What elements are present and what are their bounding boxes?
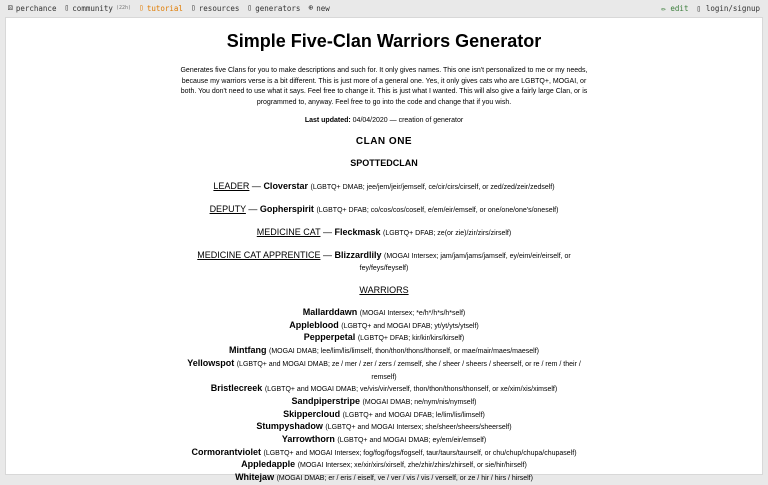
medicine-cat-meta: (LGBTQ+ DFAB; ze(or zie)/zir/zirs/zirself) (383, 230, 512, 237)
page-title: Simple Five-Clan Warriors Generator (226, 31, 542, 51)
account-nav (661, 4, 760, 13)
leader-title: LEADER (213, 181, 250, 191)
apprentice-line (174, 250, 594, 274)
nav-community-label: community (72, 3, 113, 13)
clan-name: SPOTTEDCLAN (350, 158, 418, 168)
warrior-name: Appledapple (241, 459, 296, 470)
dice-icon: ⚄ (8, 3, 13, 12)
apprentice-separator: — (320, 250, 335, 260)
nav-new-label: new (316, 3, 330, 13)
warrior-name: Sandpiperstripe (291, 395, 361, 406)
nav-generators[interactable] (247, 4, 300, 13)
warrior-name: Mintfang (229, 345, 267, 356)
login-label: login/signup (705, 3, 760, 13)
warrior-name: Yellowspot (187, 357, 235, 368)
last-updated (174, 117, 594, 124)
warrior-name: Cormorantviolet (191, 446, 261, 457)
user-icon: ▯ (696, 3, 702, 13)
last-updated-value: 04/04/2020 — creation of generator (352, 117, 464, 124)
warrior-name: Whitejaw (235, 472, 275, 483)
main-nav (8, 4, 330, 13)
warrior-meta: (MOGAI Intersex; xe/xir/xirs/xirself, zhe/zhir/zhirs/zhirself, or sie/hir/hirself) (297, 462, 527, 470)
warrior-name: Mallarddawn (302, 307, 358, 317)
plus-icon: ⊕ (308, 3, 314, 12)
list-item (174, 434, 594, 447)
nav-generators-label: generators (255, 3, 301, 13)
warrior-name: Yarrowthorn (281, 434, 335, 445)
warrior-name: Bristlecreek (210, 383, 263, 394)
deputy-meta: (LGBTQ+ DFAB; co/cos/cos/coself, e/em/eir/emself, or one/one/one's/oneself) (316, 207, 559, 214)
warrior-meta: (LGBTQ+ DFAB; kir/kir/kirs/kirself) (357, 335, 465, 343)
warrior-meta: (MOGAI DMAB; er / eris / eiself, ve / ver / vis / vis / verself, or ze / hir / hirs / hirself) (276, 475, 533, 483)
deputy-separator: — (245, 204, 260, 214)
warrior-name: Stumpyshadow (256, 421, 323, 432)
nav-new[interactable] (308, 4, 329, 13)
leader-line (174, 181, 594, 193)
warrior-meta: (LGBTQ+ and MOGAI Intersex; fog/fog/fogs/fogself, taur/taurs/taurself, or chu/chup/chupa/chupaself) (263, 449, 577, 457)
apprentice-name: Blizzardlily (334, 250, 382, 260)
warrior-meta: (LGBTQ+ and MOGAI DMAB; ve/vis/vir/verself, thon/thon/thons/thonself, or xe/xim/xis/ximself) (264, 386, 558, 394)
list-item (174, 307, 594, 320)
warrior-meta: (LGBTQ+ and MOGAI DFAB; le/lim/lis/limself) (342, 411, 485, 419)
warrior-meta: (MOGAI Intersex; *e/h*/h*s/h*self) (359, 310, 466, 317)
leader-meta: (LGBTQ+ DMAB; jee/jem/jeir/jemself, ce/cir/cirs/cirself, or zed/zed/zeir/zedself) (310, 184, 555, 191)
list-item (174, 447, 594, 460)
deputy-name: Gopherspirit (259, 204, 314, 214)
medicine-cat-line (174, 227, 594, 239)
list-item (174, 345, 594, 358)
box-icon: ▯ (190, 3, 196, 12)
community-count: (22h) (115, 5, 131, 11)
list-item (174, 409, 594, 422)
nav-perchance-label: perchance (15, 3, 57, 13)
chat-icon: ▯ (64, 3, 70, 12)
book-icon: ▯ (139, 3, 144, 12)
nav-community[interactable] (64, 4, 131, 13)
list-item (174, 459, 594, 472)
warrior-name: Appleblood (289, 319, 339, 330)
warrior-meta: (MOGAI DMAB; ne/nym/nis/nymself) (362, 398, 477, 406)
deputy-line (174, 204, 594, 216)
leader-name: Cloverstar (263, 181, 308, 191)
warriors-title: WARRIORS (359, 285, 409, 295)
warrior-meta: (LGBTQ+ and MOGAI DMAB; ze / mer / zer / zers / zemself, she / sheer / sheers / sheerself, or re / rem / their / remself) (236, 360, 581, 381)
list-item (174, 320, 594, 333)
list-item (174, 396, 594, 409)
warrior-meta: (LGBTQ+ and MOGAI Intersex; she/sheer/sheers/sheerself) (325, 424, 512, 432)
list-item (174, 421, 594, 434)
nav-perchance[interactable] (8, 4, 56, 13)
clan-heading: CLAN ONE (355, 136, 413, 147)
list-item (174, 332, 594, 345)
deputy-title: DEPUTY (209, 204, 246, 214)
nav-resources[interactable] (191, 4, 239, 13)
last-updated-label: Last updated: (304, 117, 351, 124)
login-button[interactable] (696, 4, 760, 13)
leader-separator: — (249, 181, 264, 191)
warriors-list (174, 307, 594, 485)
warrior-meta: (MOGAI DMAB; lee/lim/lis/limself, thon/thon/thons/thonself, or mae/mair/maes/maeself) (269, 348, 539, 356)
apprentice-meta: (MOGAI Intersex; jam/jam/jams/jamself, ey/eim/eir/eirself, or fey/feys/feyself) (359, 253, 571, 272)
warrior-name: Pepperpetal (303, 332, 356, 343)
top-navigation-bar (0, 0, 768, 16)
generator-content (174, 18, 594, 485)
list-item (174, 358, 594, 383)
nav-tutorial-label: tutorial (146, 3, 183, 13)
page-description: Generates five Clans for you to make descriptions and such for. It only gives names. This one isn't personalized to me or my needs, because my warriors verse is a bit different. This is just more of a general one. Yes, it only gives cats who are LGBTQ+, MOGAI, or both. You don't need to use what it says. Feel free to change it. This is just what I wanted. This will also give a fairly large Clan, or is programmed to, anyway. Feel free to go into the code and change that if you wish. (180, 67, 588, 106)
nav-resources-label: resources (198, 3, 240, 13)
medicine-cat-title: MEDICINE CAT (256, 227, 321, 237)
list-item (174, 383, 594, 396)
edit-button[interactable] (661, 4, 688, 13)
pencil-icon: ✏ (661, 3, 666, 13)
warrior-name: Skippercloud (283, 408, 341, 419)
edit-label: edit (670, 3, 689, 13)
warrior-meta: (LGBTQ+ and MOGAI DFAB; yt/yt/yts/ytself) (341, 322, 479, 330)
medicine-cat-separator: — (320, 227, 335, 237)
nav-tutorial[interactable] (139, 4, 183, 13)
medicine-cat-name: Fleckmask (334, 227, 381, 237)
warrior-meta: (LGBTQ+ and MOGAI DMAB; ey/em/eir/emself) (337, 437, 487, 445)
grid-icon: ▯ (247, 3, 253, 12)
list-item (174, 472, 594, 485)
generator-output-card (5, 17, 763, 483)
apprentice-title: MEDICINE CAT APPRENTICE (197, 250, 321, 260)
